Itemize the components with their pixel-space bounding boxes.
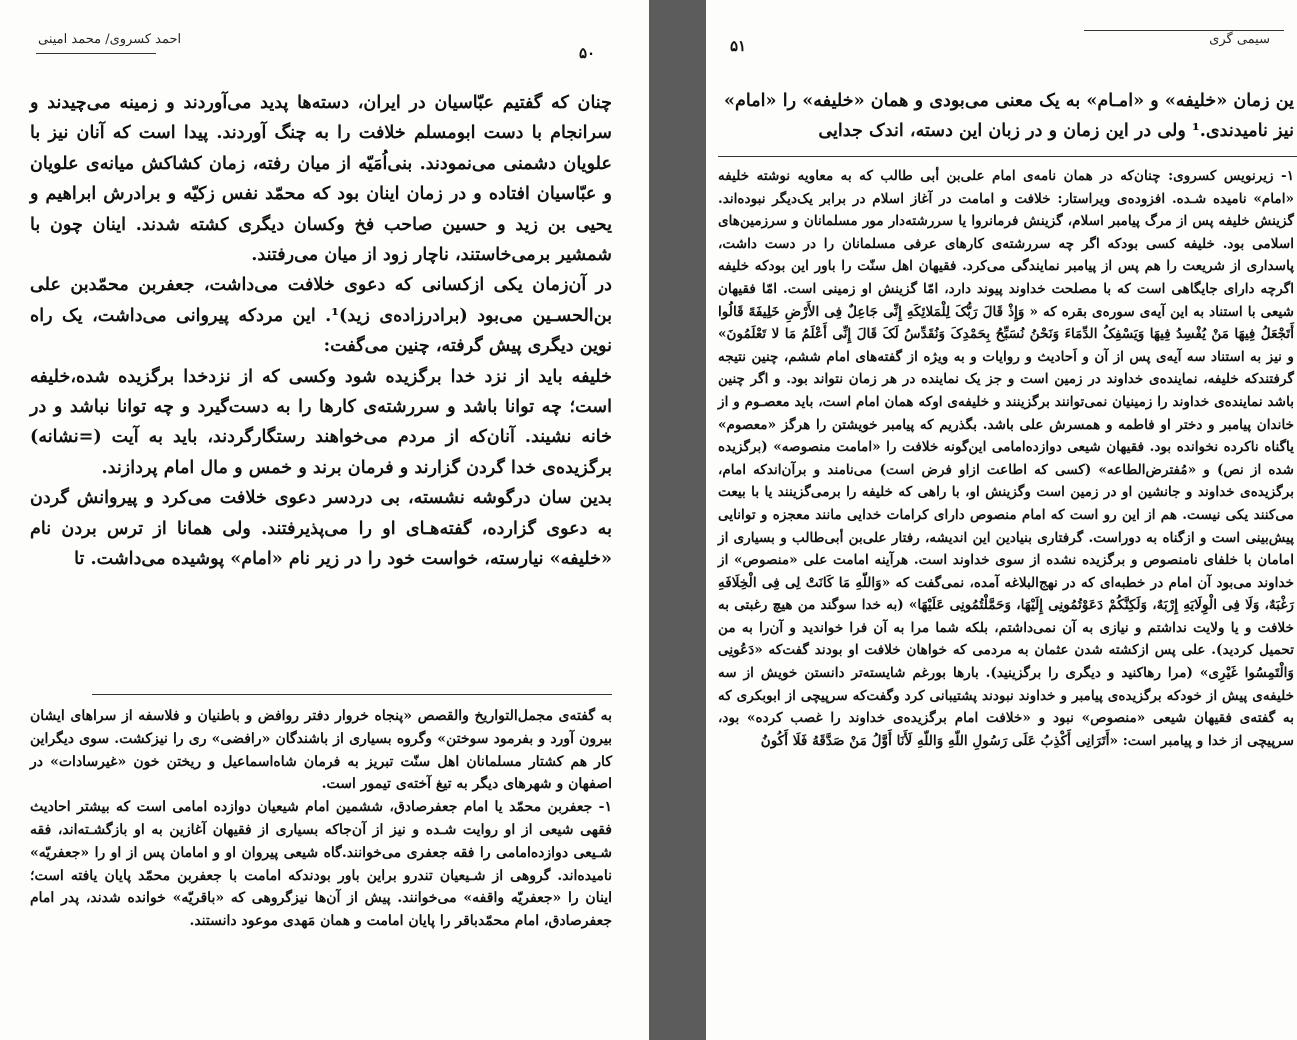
paragraph: در آن‌زمان یکی ازکسانی که دعوی خلافت می‌داشت، جعفربن محمّدبن علی بن‌الحسـین می‌بود (برادرزاده‌ی زید)¹. این مردکه پیروانی می‌داشت، یک راه نوین دیگری پیش گرفته، چنین می‌گفت:	[30, 274, 612, 357]
header-rule-right	[1084, 30, 1284, 31]
header-rule-left	[36, 53, 156, 54]
page-number-left: ۵۰	[579, 44, 596, 62]
right-page	[706, 0, 1297, 1040]
running-header-left: احمد کسروی/ محمد امینی	[38, 32, 182, 47]
running-header-right: سیمی گری	[1209, 32, 1270, 47]
main-text-right	[724, 86, 1294, 146]
footnote-rule-right	[718, 156, 1297, 157]
paragraph: چنان که گفتیم عبّاسیان در ایران، دسته‌ها پدید می‌آوردند و زمینه می‌چیدند و سرانجام با دست ابومسلم خلافت را به چنگ آوردند. پیدا است که آنان نیز با علویان دشمنی می‌نمودند. بنی‌اُمَیّه از میان رفته، زمان کشاکش میانه‌ی علویان و عبّاسیان افتاده و در زمان اینان بود که محمّد نفس زکیّه و برادرش ابراهیم و یحیی بن زید و حسین صاحب فخ وکسان دیگری کشته شدند. اینان چون با شمشیر برمی‌خاستند، ناچار زود از میان می‌رفتند.	[30, 92, 612, 266]
footnote: به گفته‌ی مجمل‌التواریخ والقصص «پنجاه خروار دفتر روافض و باطنیان و فلاسفه از سراهای ایشان بیرون آورد و بفرمود سوختن» وگروه بسیاری از باشندگان «رافضی» ری را نیزکشت. سوی دیگراین کار هم کشتار مسلمانان اهل سنّت تبریز به فرمان شاه‌اسماعیل و ریختن خون «غیرسادات» در اصفهان و شهرهای دیگر به تیغ آخته‌ی تیمور است.	[30, 708, 612, 793]
footnotes-right	[718, 165, 1294, 752]
paragraph: بدین سان درگوشه نشسته، بی دردسر دعوی خلافت می‌کرد و پیروانش گردن به دعوی گزارده، گفته‌هـای او را می‌پذیرفتند. ولی همانا از ترس بردن نام «خلیفه» نیارسته، خواست خود را در زیر نام «امام» پوشیده می‌داشت. تا	[30, 487, 612, 570]
page-number-right: ۵۱	[730, 37, 747, 55]
footnote: ۱- زیرنویس کسروی: چنان‌که در همان نامه‌ی امام علی‌بن أبی طالب که به معاویه نوشته خلیفه «امام» نامیده شـده. افزوده‌ی ویراستار: خلافت و امامت در آغاز اسلام در برابر یک‌دیگر نبوده‌اند. گزینش خلیفه پس از مرگ پیامبر اسلام، گزینش فرمانروا یا سررشته‌دار مور مسلمانان و سرزمین‌های اسلامی بود. خلیفه کسی بودکه اگر چه سررشته‌ی کارهای عرفی مسلمانان را در دست داشت، پاسداری از شریعت را هم پس از پیامبر نمایندگی می‌کرد. فقیهان اهل سنّت را باور این بودکه خلیفه اگرچه دارای جایگاهی است که با مصلحت خداوند پیوند دارد، امّا گزینش او زمینی است. امّا فقیهان شیعی با استناد به این آیه‌ی سوره‌ی بقره که « وَإِذْ قَالَ رَبُّکَ لِلْمَلائِکَهِ إِنِّی جَاعِلٌ فِی الأَرْضِ خَلِیفَهً قَالُوا أَتَجْعَلُ فِیهَا مَنْ یُفْسِدُ فِیهَا وَیَسْفِکُ الدِّمَاءَ وَنَحْنُ نُسَبِّحُ بِحَمْدِکَ وَنُقَدِّسُ لَکَ قَالَ إِنِّی أَعْلَمُ مَا لا تَعْلَمُونَ» و نیز به استناد سه آیه‌ی پس از آن و اَحادیث و روایات و به ویژه از گفته‌های امام ششم، چنین نتیجه گرفتندکه خلیفه، نماینده‌ی خداوند در زمین است و جز یک نماینده در هر زمان نتواند بود. و اگر چنین باشد نماینده‌ی خداوند را زمینیان نمی‌توانند برگزینند و خلیفه‌ی اوکه همان امام است، باید معصـوم و از خاندان پیامبر و دختر او فاطمه و همسرش علی باشد. بگذریم که پیامبر خویشتن را هرگز «معصوم» یاگناه ناکرده نخوانده بود. فقیهان شیعی دوازده‌امامی این‌گونه خلافت را «امامت منصوصه» (برگزیده شده از نص) و «مُفترض‌الطاعه» (کسی که اطاعت ازاو فرض است) می‌نامند و برآن‌اندکه امام، برگزیده‌ی خداوند و جانشین او در زمین است وگزینش او، با راهی که خلیفه را برمی‌گزینند یا با بیعت می‌کنند یکی نیست. هم از این رو است که امام منصوص دارای کرامات خدایی مانند معجزه و توانایی پیش‌بینی است و ازگناه به دوراست. گرفتاری بنیادین این اندیشه، رفتار علی‌بن أبی‌طالب و بسیاری از امامان با خلفای نامنصوص و برگزیده نشده از سوی خداوند است. هرآینه امامت علی «منصوص» از خداوند می‌بود آن امام در خطبه‌ای که در نهج‌البلاغه آمده، نمی‌گفت که «وَاللّهِ مَا کَانَتْ لِی فِی الْخِلَافَهِ رَغْبَهٌ، وَلَا فِی الْوِلَایَهِ إِرْبَهٌ، وَلَکِنَّکُمْ دَعَوْتُمُونِی إِلَیْهَا، وَحَمَّلْتُمُونِی عَلَیْهَا» (به خدا سوگند من هیچ رغبتی به خلافت و یا ولایت نداشتم و نیازی به آن نمی‌داشتم، بلکه شما مرا به آن فرا خواندید و آن‌را به من تحمیل کردید). علی پس ازکشته شدن عثمان به مردمی که خواهان خلافت او بودند گفت‌که «دَعُونِی وَالْتَمِسُوا غَیْرِی» (مرا رهاکنید و دیگری را برگزینید). بارها بورغم شایسته‌تر دانستن خویش از سه خلیفه‌ی پیش از خودکه برگزیده‌ی پیامبر و خداوند نبودند پشتیبانی کرد وگفت‌که سرپیچی از ابوبکری که به گفته‌ی فقیهان شیعی «منصوص» نبود و «خلافت امام برگزیده‌ی خداوند را غصب کرده» بود، سرپیچی از خدا و پیامبر است: «أَتَرَانِی أَکْذِبُ عَلَی رَسُولِ اللّهِ وَاللّهِ لَأَنَا أَوَّلُ مَنْ صَدَّقَهُ فَلَا أَکُونُ	[718, 168, 1294, 749]
paragraph: ین زمان «خلیفه» و «امـام» به یک معنی می‌بودی و همان «خلیفه» را «امام» نیز نامیدندی.¹ ولی در این زمان و در زبان این دسته، اندک جدایی	[724, 90, 1294, 141]
page-gutter	[649, 0, 706, 1040]
paragraph: خلیفه باید از نزد خدا برگزیده شود وکسی که از نزدخدا برگزیده شده،خلیفه است؛ چه توانا باشد و سررشته‌ی کارها را به دست‌گیرد و چه توانا نباشد و در خانه نشیند. آنان‌که از مردم می‌خواهند رستگارگردند، باید به آیت (=نشانه) برگزیده‌ی خدا گردن گزارند و فرمان برند و خمس و مال امام پردازند.	[30, 365, 612, 478]
footnote: ۱- جعفربن محمّد یا امام جعفرصادق، ششمین امام شیعیان دوازده امامی است که بیشتر احادیث فقهی شیعی از او روایت شـده و نیز از آن‌جاکه بسیاری از فقیهان آغازین به او بازگشـته‌اند، فقه شـیعی دوازده‌امامی را فقه جعفری می‌خوانند.گاه شیعی پیروان او و امامان پس از او را «جعفریّه» نامیده‌اند. گروهی از شـیعیان تندرو براین باور بودندکه امامت با جعفربن محمّد پایان یافته است؛ اینان را «جعفریّه واقفه» می‌خوانند. پیش از آن‌ها نیزگروهی که «باقریّه» خوانده شدند، پدر امام جعفرصادق، امام محمّدباقر را پایان امامت و همان مَهدی موعود دانستند.	[30, 799, 612, 930]
footnotes-left	[30, 705, 612, 933]
main-text-left	[30, 88, 612, 575]
footnote-rule-left	[92, 694, 612, 695]
